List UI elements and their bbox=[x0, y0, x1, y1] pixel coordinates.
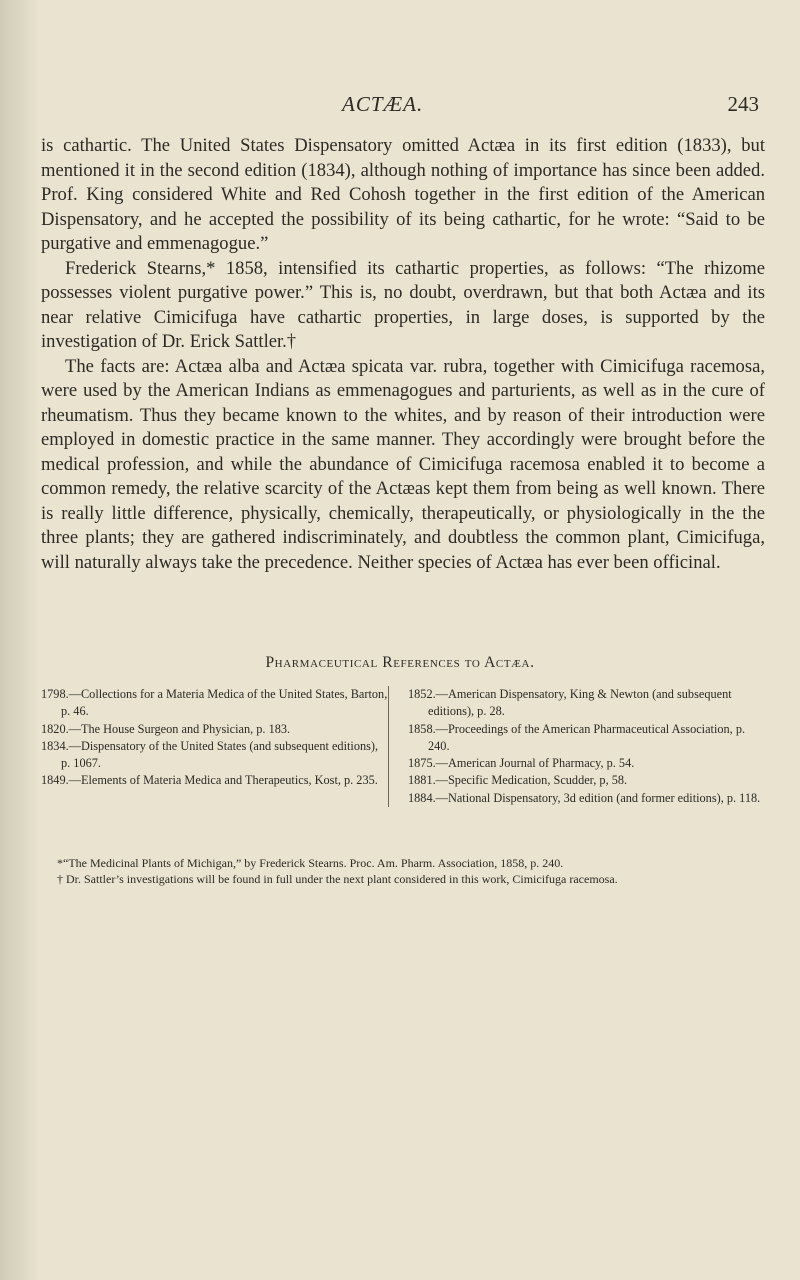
page-number: 243 bbox=[727, 92, 759, 116]
paragraph-1: is cathartic. The United States Dispensatory omitted Actæa in its first edition (1833), but mentioned it in the second edition (1834), although nothing of importance has since been added. Prof. King considered White and Red Cohosh together in the first edition of the American Dispensatory, and he accepted the possibility of its being cathartic, for he wrote: “Said to be purgative and emmenagogue.” bbox=[41, 135, 765, 254]
reference-item: 1820.—The House Surgeon and Physician, p. 183. bbox=[41, 721, 291, 736]
body-text bbox=[41, 134, 765, 575]
paragraph-2: Frederick Stearns,* 1858, intensified its cathartic properties, as follows: “The rhizome possesses violent purgative power.” This is, no doubt, overdrawn, but that both Actæa and its near relative Cimicifuga have cathartic properties, in large doses, is supported by the investigation of Dr. Erick Sattler.† bbox=[41, 257, 765, 352]
running-head bbox=[0, 92, 800, 122]
footnote-stearns: *“The Medicinal Plants of Michigan,” by Frederick Stearns. Proc. Am. Pharm. Association, 1858, p. 240. bbox=[57, 856, 564, 870]
references-left-column bbox=[41, 686, 389, 807]
references-right-column bbox=[408, 686, 765, 807]
reference-item: 1884.—National Dispensatory, 3d edition (and former editions), p. 118. bbox=[408, 790, 761, 805]
reference-item: 1849.—Elements of Materia Medica and Therapeutics, Kost, p. 235. bbox=[41, 773, 378, 788]
reference-item: 1858.—Proceedings of the American Pharmaceutical Association, p. 240. bbox=[408, 721, 746, 753]
reference-item: 1881.—Specific Medication, Scudder, p, 58. bbox=[408, 773, 628, 788]
references-list bbox=[41, 686, 765, 807]
reference-item: 1798.—Collections for a Materia Medica of the United States, Barton, p. 46. bbox=[41, 687, 388, 719]
reference-item: 1834.—Dispensatory of the United States (and subsequent editions), p. 1067. bbox=[41, 738, 379, 771]
reference-item: 1875.—American Journal of Pharmacy, p. 54. bbox=[408, 756, 635, 771]
footnotes bbox=[41, 855, 781, 887]
page-edge-shading bbox=[0, 0, 40, 1280]
footnote-sattler: † Dr. Sattler’s investigations will be found in full under the next plant considered in this work, Cimicifuga racemosa. bbox=[57, 872, 618, 886]
references-heading: Pharmaceutical References to Actæa. bbox=[265, 654, 535, 671]
paragraph-3: The facts are: Actæa alba and Actæa spicata var. rubra, together with Cimicifuga racemosa, were used by the American Indians as emmenagogues and parturients, as well as in the cure of rheumatism. Thus they became known to the whites, and by reason of their introduction were employed in domestic practice in the same manner. They accordingly were brought before the medical profession, and while the abundance of Cimicifuga racemosa enabled it to become a common remedy, the relative scarcity of the Actæas kept them from being as well known. There is really little difference, physically, chemically, therapeutically, or physiologically in the the three plants; they are gathered indiscriminately, and doubtless the common plant, Cimicifuga, will naturally always take the precedence. Neither species of Actæa has ever been officinal. bbox=[41, 355, 765, 573]
running-title: ACTÆA. bbox=[342, 92, 424, 116]
reference-item: 1852.—American Dispensatory, King & Newton (and subsequent editions), p. 28. bbox=[408, 687, 732, 719]
